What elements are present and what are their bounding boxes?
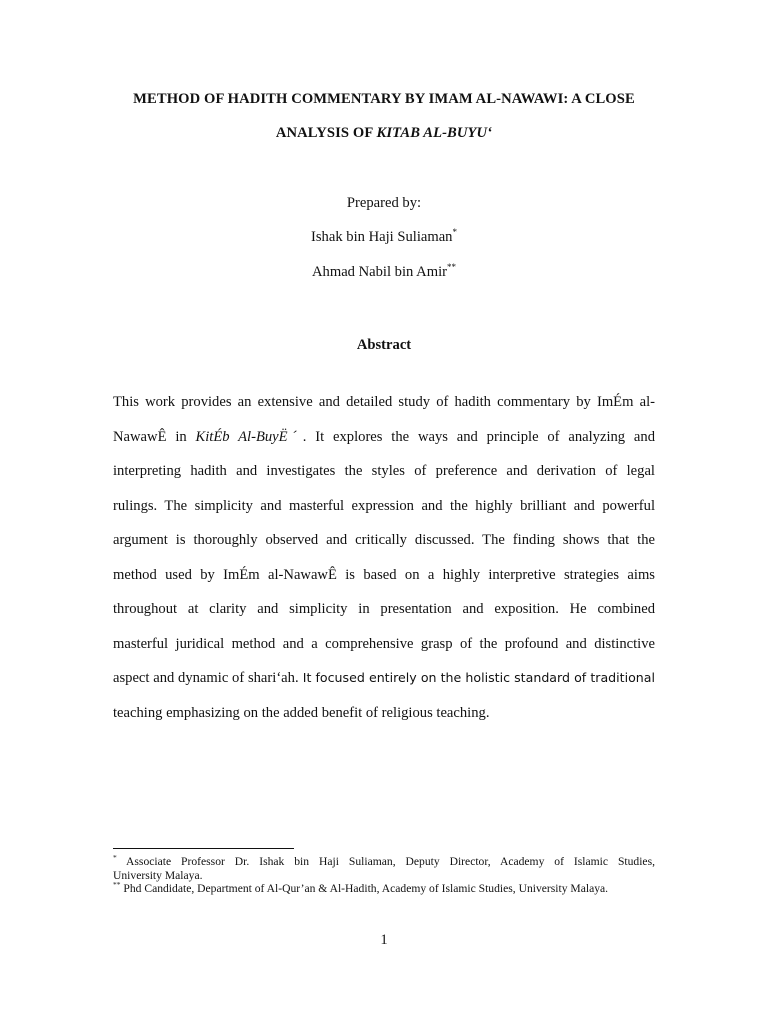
footnote-1 [113, 855, 655, 882]
footnote-1-line-2: University Malaya. [113, 868, 203, 882]
abstract-line [113, 661, 655, 696]
author-2 [0, 264, 768, 281]
footnote-1-text: Associate Professor Dr. Ishak bin Haji Suliaman, Deputy Director, Academy of Islamic Studies, [116, 855, 655, 868]
page-number: 1 [380, 932, 388, 948]
footnote-2-text: Phd Candidate, Department of Al-Qur’an & Al-Hadith, Academy of Islamic Studies, University Malaya. [120, 882, 609, 895]
abstract-line: This work provides an extensive and detailed study of hadith commentary by ImÉm al- [113, 394, 655, 410]
footnote-separator [113, 848, 294, 849]
author-2-name: Ahmad Nabil bin Amir [312, 264, 447, 280]
paper-title-line-1 [0, 91, 768, 108]
prepared-by-label [0, 195, 768, 212]
abstract-line-2-part-a: NawawÊ in [113, 428, 196, 445]
footnote-2-mark: ** [113, 880, 121, 890]
title-line-2-italic: KITAB AL-BUYU‘ [376, 125, 493, 141]
prepared-by-text: Prepared by: [346, 195, 422, 211]
abstract-heading: Abstract [356, 337, 412, 353]
abstract-line-9-part-b: It focused entirely on the holistic standard of traditional [298, 670, 655, 685]
abstract-line: method used by ImÉm al-NawawÊ is based on a highly interpretive strategies aims [113, 566, 655, 583]
footnote-1-mark: * [113, 853, 117, 863]
author-1-footnote-mark: * [452, 227, 457, 238]
footnotes [113, 855, 655, 896]
author-1 [0, 229, 768, 246]
paper-title-line-2 [0, 125, 768, 142]
abstract-line [113, 420, 655, 455]
abstract-line-2-part-b: . It explores the ways and principle of analyzing and [302, 428, 655, 445]
abstract-line: throughout at clarity and simplicity in presentation and exposition. He combined [113, 601, 655, 617]
footnote-1-line-1 [113, 855, 655, 869]
footnote-2 [113, 882, 655, 896]
abstract-line: teaching emphasizing on the added benefit of religious teaching. [113, 704, 490, 721]
abstract-line-2-italic: KitÉb Al-BuyËˊ [195, 428, 303, 445]
abstract-line: argument is thoroughly observed and critically discussed. The finding shows that the [113, 532, 655, 548]
abstract-line-9-part-a: aspect and dynamic of shari‘ah. [113, 670, 299, 686]
title-line-1-text: METHOD OF HADITH COMMENTARY BY IMAM AL-NAWAWI: A CLOSE [133, 91, 635, 107]
abstract-body [113, 385, 655, 730]
abstract-line: rulings. The simplicity and masterful expression and the highly brilliant and powerful [113, 497, 655, 514]
abstract-line: interpreting hadith and investigates the styles of preference and derivation of legal [113, 463, 655, 479]
author-1-name: Ishak bin Haji Suliaman [311, 229, 453, 245]
title-line-2-prefix: ANALYSIS OF [275, 125, 377, 141]
abstract-line: masterful juridical method and a comprehensive grasp of the profound and distinctive [113, 635, 655, 652]
author-2-footnote-mark: ** [446, 262, 456, 273]
footnote-2-line-1 [113, 882, 655, 896]
